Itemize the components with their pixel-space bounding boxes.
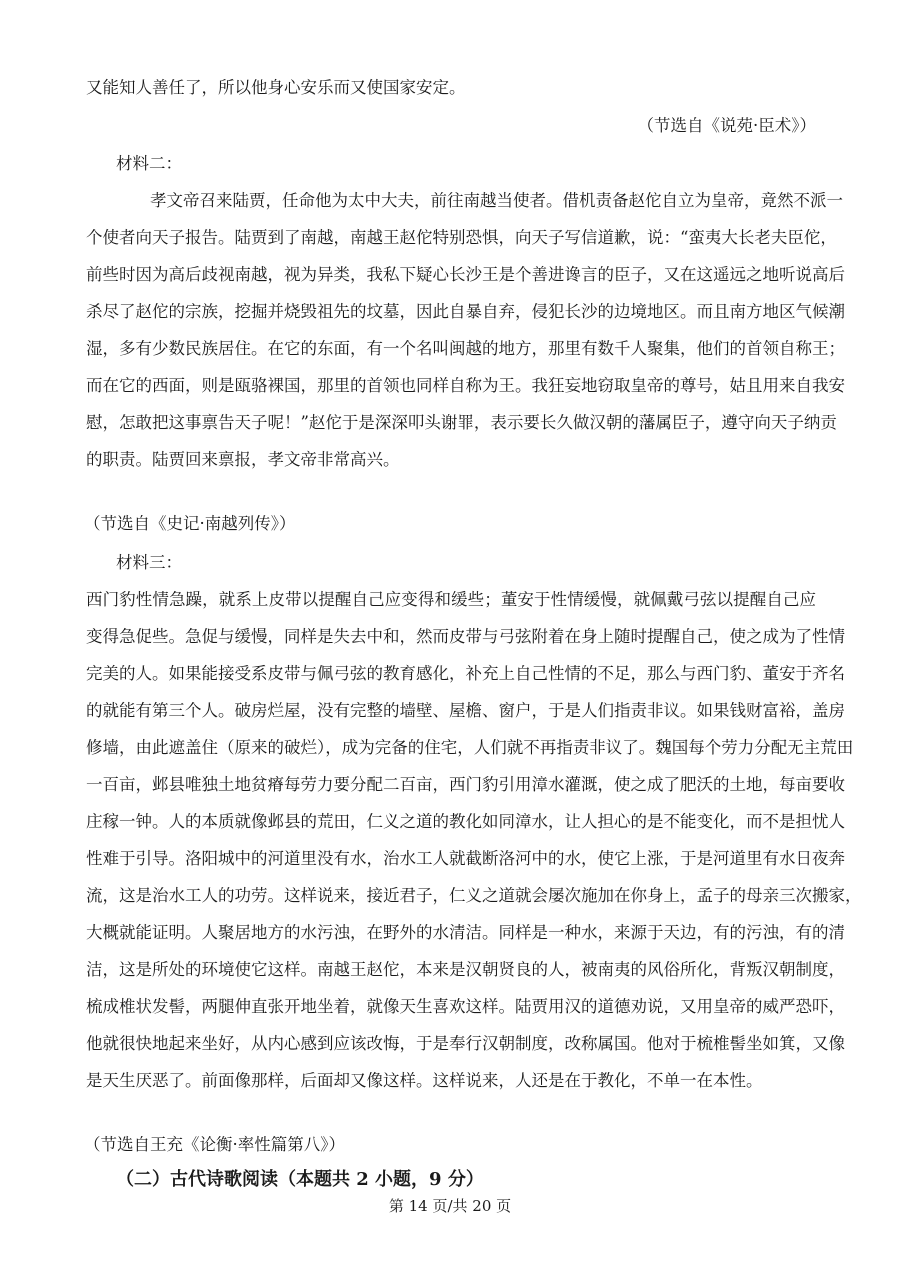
material3-line: 西门豹性情急躁，就系上皮带以提醒自己应变得和缓些；董安于性情缓慢，就佩戴弓弦以提醒自己应 <box>86 590 816 609</box>
material3-line: 完美的人。如果能接受系皮带与佩弓弦的教育感化，补充上自己性情的不足，那么与西门豹、董安于齐名 <box>86 664 845 683</box>
material3-line: 一百亩，邺县唯独土地贫瘠每劳力要分配二百亩，西门豹引用漳水灌溉，使之成了肥沃的土地，每亩要收 <box>86 775 845 794</box>
material3-line: 是天生厌恶了。前面像那样，后面却又像这样。这样说来，人还是在于教化，不单一在本性。 <box>86 1071 763 1090</box>
material1-tail-line: 又能知人善任了，所以他身心安乐而又使国家安定。 <box>86 78 466 97</box>
material3-line: 性难于引导。洛阳城中的河道里没有水，治水工人就截断洛河中的水，使它上涨，于是河道里有水日夜奔 <box>86 849 845 868</box>
material2-line: 个使者向天子报告。陆贾到了南越，南越王赵佗特别恐惧，向天子写信道歉，说：“蛮夷大长老夫臣佗， <box>86 228 837 247</box>
material3-line: 梳成椎状发髻，两腿伸直张开地坐着，就像天生喜欢这样。陆贾用汉的道德劝说，又用皇帝的威严恐吓， <box>86 997 845 1016</box>
material2-line: 前些时因为高后歧视南越，视为异类，我私下疑心长沙王是个善进谗言的臣子，又在这遥远之地听说高后 <box>86 265 845 284</box>
material3-line: 修墙，由此遮盖住（原来的破烂），成为完备的住宅，人们就不再指责非议了。魏国每个劳力分配无主荒田 <box>86 738 854 757</box>
material3-line: 变得急促些。急促与缓慢，同样是失去中和，然而皮带与弓弦附着在身上随时提醒自己，使之成为了性情 <box>86 627 845 646</box>
material3-line: 流，这是治水工人的功劳。这样说来，接近君子，仁义之道就会屡次施加在你身上，孟子的母亲三次搬家， <box>86 886 862 905</box>
material2-label: 材料二： <box>116 154 182 173</box>
material3-line: 他就很快地起来坐好，从内心感到应该改悔，于是奉行汉朝制度，改称属国。他对于梳椎髻坐如箕，又像 <box>86 1034 845 1053</box>
source-shuoyuan: （节选自《说苑·臣术》） <box>637 116 816 135</box>
material3-line: 大概就能证明。人聚居地方的水污浊，在野外的水清洁。同样是一种水，来源于天边，有的污浊，有的清 <box>86 923 845 942</box>
material2-line: 慰，怎敢把这事禀告天子呢！”赵佗于是深深叩头谢罪，表示要长久做汉朝的藩属臣子，遵守向天子纳贡 <box>86 413 837 432</box>
source-lunheng: （节选自王充《论衡·率性篇第八》） <box>84 1135 345 1154</box>
source-shiji: （节选自《史记·南越列传》） <box>84 514 296 533</box>
page-footer: 第 14 页/共 20 页 <box>388 1197 512 1215</box>
material3-line: 洁，这是所处的环境使它这样。南越王赵佗，本来是汉朝贤良的人，被南夷的风俗所化，背叛汉朝制度， <box>86 960 845 979</box>
material2-line: 而在它的西面，则是瓯骆裸国，那里的首领也同样自称为王。我狂妄地窃取皇帝的尊号，姑且用来自我安 <box>86 376 845 395</box>
material3-line: 的就能有第三个人。破房烂屋，没有完整的墙壁、屋檐、窗户，于是人们指责非议。如果钱财富裕，盖房 <box>86 701 845 720</box>
material2-line: 湿，多有少数民族居住。在它的东面，有一个名叫闽越的地方，那里有数千人聚集，他们的首领自称王； <box>86 339 845 358</box>
material2-line: 杀尽了赵佗的宗族，挖掘并烧毁祖先的坟墓，因此自暴自弃，侵犯长沙的边境地区。而且南方地区气候潮 <box>86 302 845 321</box>
material2-line: 孝文帝召来陆贾，任命他为太中大夫，前往南越当使者。借机责备赵佗自立为皇帝，竟然不派一 <box>150 191 843 210</box>
material3-line: 庄稼一钟。人的本质就像邺县的荒田，仁义之道的教化如同漳水，让人担心的是不能变化，而不是担忧人 <box>86 812 845 831</box>
material2-line: 的职责。陆贾回来禀报，孝文帝非常高兴。 <box>86 450 400 469</box>
section-heading: （二）古代诗歌阅读（本题共 2 小题，9 分） <box>116 1169 484 1190</box>
material3-label: 材料三： <box>116 553 182 572</box>
